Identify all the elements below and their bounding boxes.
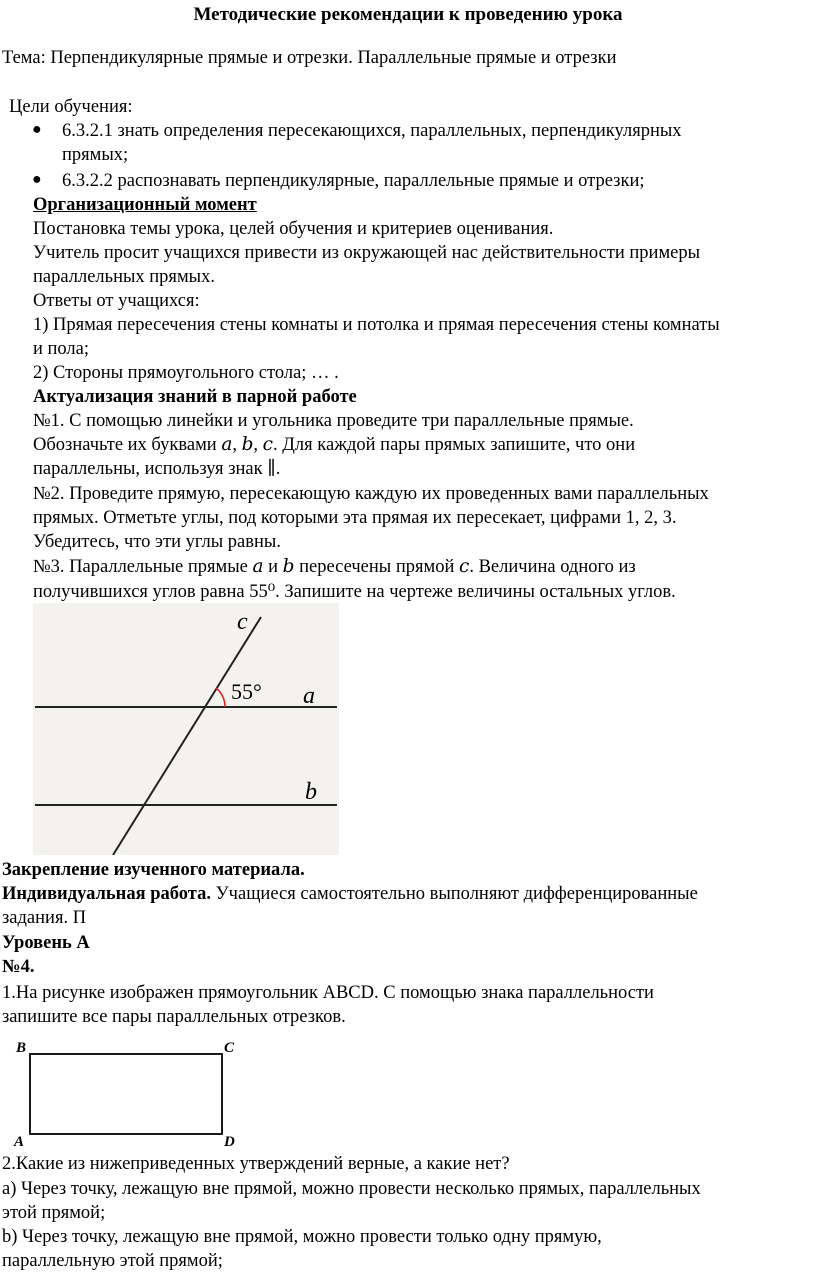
- individual-line-1: [2, 882, 698, 906]
- individual-rest: Учащиеся самостоятельно выполняют дифференцированные: [210, 884, 698, 904]
- org-line-7: 2) Стороны прямоугольного стола; … .: [33, 363, 339, 383]
- task3-line-2: получившихся углов равна 55⁰. Запишите на чертеже величины остальных углов.: [33, 582, 676, 602]
- org-line-3: параллельных прямых.: [33, 267, 215, 287]
- task2-line-1: №2. Проведите прямую, пересекающую каждую их проведенных вами параллельных: [33, 484, 709, 504]
- goals-label: Цели обучения:: [9, 97, 133, 117]
- org-line-5: 1) Прямая пересечения стены комнаты и потолка и прямая пересечения стены комнаты: [33, 315, 720, 335]
- task1-line-1: №1. С помощью линейки и угольника проведите три параллельные прямые.: [33, 411, 634, 431]
- rectangle: [30, 1054, 222, 1134]
- task2-line-2: прямых. Отметьте углы, под которыми эта прямая их пересекает, цифрами 1, 2, 3.: [33, 508, 677, 528]
- bullet-icon: ●: [32, 171, 42, 188]
- task2-line-3: Убедитесь, что эти углы равны.: [33, 532, 281, 552]
- task1-line-2: Обозначьте их буквами 𝑎, 𝑏, 𝑐. Для каждой пары прямых запишите, что они: [33, 435, 636, 455]
- label-B: B: [16, 1040, 27, 1056]
- q1-line-1: 1.На рисунке изображен прямоугольник ABCD. С помощью знака параллельности: [2, 983, 654, 1003]
- label-D: D: [224, 1134, 235, 1148]
- label-c: c: [237, 609, 248, 635]
- q2-line-5: параллельную этой прямой;: [2, 1251, 223, 1271]
- bullet-icon: ●: [32, 121, 42, 138]
- consolidation-heading: Закрепление изученного материала.: [2, 860, 305, 880]
- label-a: a: [303, 683, 315, 709]
- org-line-1: Постановка темы урока, целей обучения и критериев оценивания.: [33, 219, 554, 239]
- topic-line: Тема: Перпендикулярные прямые и отрезки. Параллельные прямые и отрезки: [2, 48, 617, 68]
- level-heading: Уровень А: [2, 933, 90, 953]
- rectangle-abcd-figure: [8, 1036, 240, 1148]
- actual-heading: Актуализация знаний в парной работе: [33, 387, 357, 407]
- task1-line-3: параллельны, используя знак ∥.: [33, 459, 281, 479]
- org-line-2: Учитель просит учащихся привести из окружающей нас действительности примеры: [33, 243, 701, 263]
- q2-line-3: этой прямой;: [2, 1203, 106, 1223]
- label-A: A: [14, 1134, 25, 1148]
- label-C: C: [224, 1040, 235, 1056]
- individual-line-2: задания. П: [2, 908, 87, 928]
- org-line-4: Ответы от учащихся:: [33, 291, 200, 311]
- angle-label: 55°: [231, 679, 262, 704]
- goal-1-line-2: прямых;: [62, 145, 129, 165]
- org-line-6: и пола;: [33, 339, 90, 359]
- label-b: b: [305, 779, 317, 805]
- org-heading: Организационный момент: [33, 195, 257, 215]
- q2-line-4: b) Через точку, лежащую вне прямой, можно провести только одну прямую,: [2, 1227, 602, 1247]
- task4-heading: №4.: [2, 957, 35, 977]
- individual-bold: Индивидуальная работа.: [2, 884, 211, 904]
- goal-2-line: 6.3.2.2 распознавать перпендикулярные, параллельные прямые и отрезки;: [62, 171, 645, 191]
- q2-line-2: а) Через точку, лежащую вне прямой, можно провести несколько прямых, параллельных: [2, 1179, 701, 1199]
- task3-line-1: №3. Параллельные прямые 𝑎 и 𝑏 пересечены прямой 𝑐. Величина одного из: [33, 557, 636, 577]
- q1-line-2: запишите все пары параллельных отрезков.: [2, 1007, 346, 1027]
- page-title: Методические рекомендации к проведению урока: [193, 4, 623, 25]
- goal-1-line-1: 6.3.2.1 знать определения пересекающихся, параллельных, перпендикулярных: [62, 121, 682, 141]
- parallel-lines-figure: [33, 603, 339, 855]
- q2-line-1: 2.Какие из нижеприведенных утверждений верные, а какие нет?: [2, 1154, 510, 1174]
- figure-background: [33, 603, 339, 855]
